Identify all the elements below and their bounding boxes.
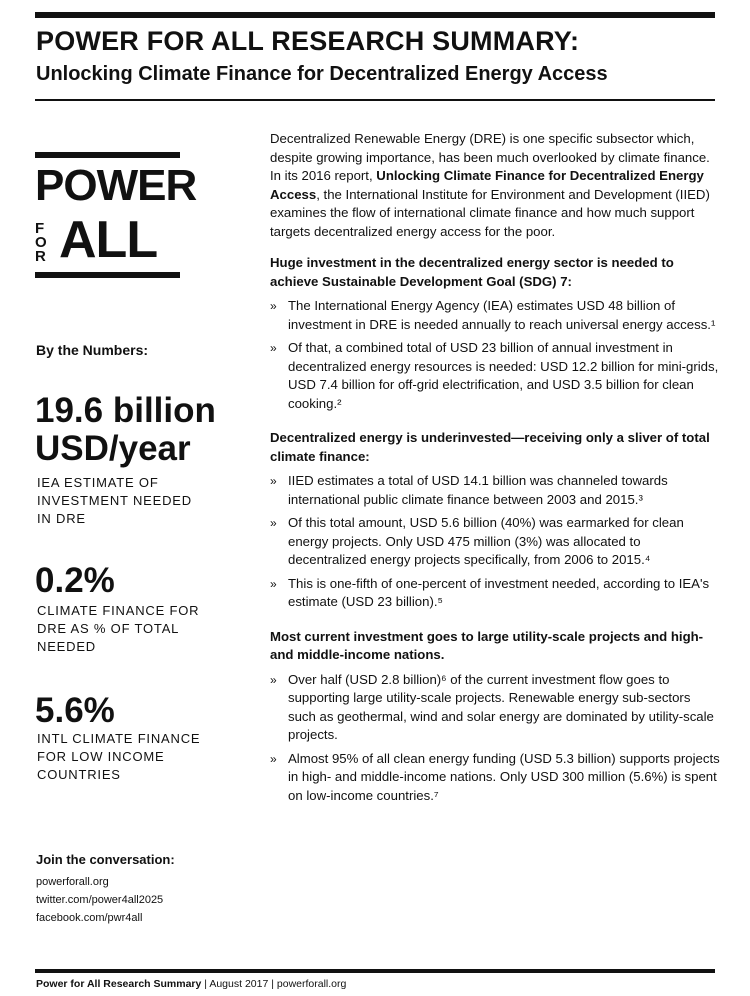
stat-value: 19.6 billion: [35, 391, 216, 430]
logo-bottom-bar: [35, 272, 180, 278]
chevron-bullet-icon: »: [270, 672, 277, 687]
chevron-bullet-icon: »: [270, 751, 277, 766]
intro-paragraph: [270, 130, 720, 241]
list-item-text: Over half (USD 2.8 billion)⁶ of the current investment flow goes to supporting large utility-scale projects. Renewable energy sub-sectors such as geothermal, wind and solar energy are dominated by utility-scale projects.: [288, 671, 714, 742]
list-item-text: Of that, a combined total of USD 23 billion of annual investment in decentralized energy resources is needed: USD 12.2 billion for mini-grids, USD 7.4 billion for off-grid electrification, and USD 3.5 billion for clean cooking.²: [288, 340, 719, 411]
list-item: [270, 297, 720, 334]
stat-label: DRE AS % OF TOTAL: [37, 621, 180, 636]
top-rule: [35, 12, 715, 18]
footer-separator: |: [204, 978, 207, 990]
logo-for-letter: O: [35, 234, 47, 251]
logo-top-bar: [35, 152, 180, 158]
chevron-bullet-icon: »: [270, 299, 277, 313]
stat-label: COUNTRIES: [37, 767, 121, 782]
chevron-bullet-icon: »: [270, 341, 277, 355]
stat-label: CLIMATE FINANCE FOR: [37, 603, 200, 618]
stat-label: IEA ESTIMATE OF: [37, 475, 159, 490]
section-heading: Decentralized energy is underinvested—receiving only a sliver of total climate finance:: [270, 430, 710, 464]
stat-label: NEEDED: [37, 639, 96, 654]
chevron-bullet-icon: »: [270, 474, 277, 488]
footer: [36, 978, 346, 990]
list-item: [270, 472, 720, 509]
stat-label: INVESTMENT NEEDED: [37, 493, 192, 508]
intro-text: Decentralized Renewable Energy (DRE) is one specific subsector which, despite growing importance, has been much overlooked by climate finance. In its 2016 report,: [270, 131, 710, 183]
stat-label: IN DRE: [37, 511, 86, 526]
main-content: [270, 130, 720, 821]
bullet-list: [270, 671, 720, 806]
footer-separator: |: [271, 978, 274, 990]
list-item: [270, 750, 720, 806]
list-item: [270, 575, 720, 612]
stat-label: INTL CLIMATE FINANCE: [37, 731, 201, 746]
logo-all-text: ALL: [59, 211, 158, 269]
logo-for-letter: F: [35, 220, 45, 237]
chevron-bullet-icon: »: [270, 516, 277, 530]
website-link[interactable]: powerforall.org: [36, 876, 109, 888]
bullet-list: [270, 297, 720, 413]
footer-site[interactable]: powerforall.org: [276, 978, 347, 990]
stat-value: 0.2%: [35, 561, 115, 600]
footer-title: Power for All Research Summary: [36, 978, 202, 990]
list-item-text: IIED estimates a total of USD 14.1 billion was channeled towards international public climate finance between 2003 and 2015.³: [288, 473, 668, 507]
logo-for-text: [35, 222, 57, 264]
power-for-all-logo: [35, 152, 197, 278]
list-item-text: Almost 95% of all clean energy funding (USD 5.3 billion) supports projects in high- and middle-income nations. Only USD 300 million (5.6%) is spent on low-income countries.⁷: [288, 750, 720, 803]
logo-power-text: POWER: [35, 161, 197, 210]
chevron-bullet-icon: »: [270, 576, 277, 591]
list-item: [270, 339, 720, 413]
logo-for-letter: R: [35, 248, 46, 265]
list-item-text: The International Energy Agency (IEA) estimates USD 48 billion of investment in DRE is needed annually to reach universal energy access.¹: [288, 298, 716, 332]
page-subtitle: Unlocking Climate Finance for Decentralized Energy Access: [36, 63, 608, 85]
facebook-link[interactable]: facebook.com/pwr4all: [36, 912, 143, 924]
bullet-list: [270, 472, 720, 612]
section-heading: Most current investment goes to large utility-scale projects and high- and middle-income nations.: [270, 628, 704, 662]
stat-label: FOR LOW INCOME: [37, 749, 165, 764]
report-title: Unlocking Climate Finance for Decentralized Energy Access: [270, 168, 704, 202]
footer-date: August 2017: [209, 978, 269, 990]
stat-value: 5.6%: [35, 691, 115, 730]
list-item-text: This is one-fifth of one-percent of investment needed, according to IEA's estimate (USD 23 billion).⁵: [288, 575, 710, 609]
list-item: [270, 514, 720, 570]
intro-text: , the International Institute for Environment and Development (IIED) examines the flow of international climate finance and how much support targets decentralized energy access for the poor.: [270, 186, 710, 239]
section-heading: Huge investment in the decentralized energy sector is needed to achieve Sustainable Development Goal (SDG) 7:: [270, 255, 674, 289]
stat-value: USD/year: [35, 429, 191, 468]
list-item-text: Of this total amount, USD 5.6 billion (40%) was earmarked for clean energy projects. Only USD 475 million (3%) was allocated to decentralized energy projects specifically, from 2006 to 2015.⁴: [288, 515, 684, 567]
list-item: [270, 671, 720, 745]
twitter-link[interactable]: twitter.com/power4all2025: [36, 894, 164, 906]
by-the-numbers-heading: By the Numbers:: [36, 342, 149, 358]
footer-rule: [35, 969, 715, 973]
page-title: POWER FOR ALL RESEARCH SUMMARY:: [36, 26, 580, 56]
header-divider: [35, 99, 715, 101]
join-heading: Join the conversation:: [36, 852, 175, 867]
